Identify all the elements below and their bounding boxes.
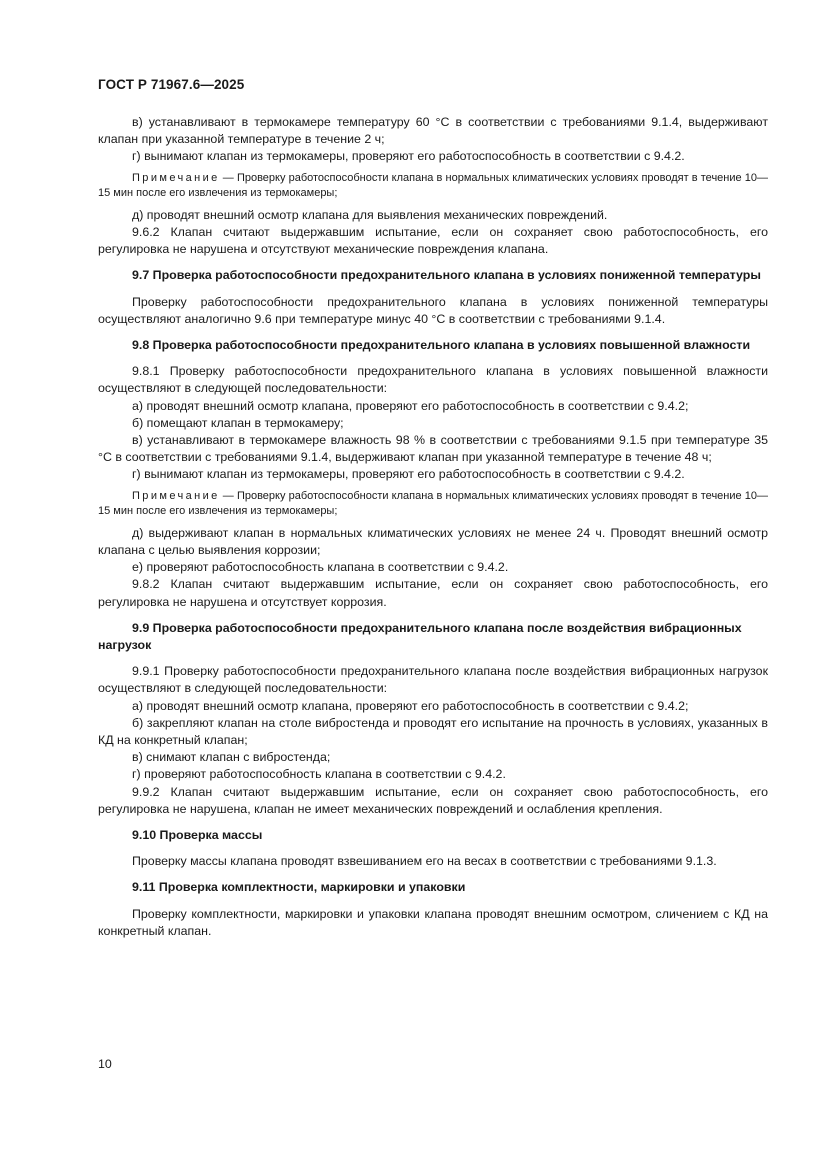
note-label: Примечание (132, 489, 220, 502)
paragraph: 9.8.1 Проверку работоспособности предохранительного клапана в условиях повышенной влажности осуществляют в следующей последовательности: (98, 364, 768, 396)
paragraph: а) проводят внешний осмотр клапана, проверяют его работоспособность в соответствии с 9.4.2; (132, 398, 689, 413)
paragraph: в) устанавливают в термокамере влажность 98 % в соответствии с требованиями 9.1.5 при температуре 35 °С в соответствии с требованиями 9.1.4, выдерживают клапан при указанной температуре в течение 48 ч; (98, 433, 768, 465)
note-text: — Проверку работоспособности клапана в нормальных климатических условиях проводят в течение 10—15 мин после его извлечения из термокамеры; (98, 489, 768, 518)
paragraph: 9.8.2 Клапан считают выдержавшим испытание, если он сохраняет свою работоспособность, его регулировка не нарушена и отсутствует коррозия. (98, 577, 768, 609)
paragraph: а) проводят внешний осмотр клапана, проверяют его работоспособность в соответствии с 9.4.2; (132, 698, 689, 713)
section-heading-9-9: 9.9 Проверка работоспособности предохранительного клапана после воздействия вибрационных нагрузок (98, 620, 742, 653)
document-header: ГОСТ Р 71967.6—2025 (98, 77, 245, 92)
note-text: — Проверку работоспособности клапана в нормальных климатических условиях проводят в течение 10—15 мин после его извлечения из термокамеры; (98, 171, 768, 200)
paragraph: е) проверяют работоспособность клапана в соответствии с 9.4.2. (132, 560, 509, 575)
paragraph: Проверку комплектности, маркировки и упаковки клапана проводят внешним осмотром, сличением с КД на конкретный клапан. (98, 906, 768, 938)
note (98, 171, 768, 202)
paragraph: б) закрепляют клапан на столе вибростенда и проводят его испытание на прочность в условиях, указанных в КД на конкретный клапан; (98, 715, 768, 748)
paragraph: 9.9.2 Клапан считают выдержавшим испытание, если он сохраняет свою работоспособность, его регулировка не нарушена, клапан не имеет механических повреждений и ослабления крепления. (98, 784, 768, 816)
section-heading-9-8: 9.8 Проверка работоспособности предохранительного клапана в условиях повышенной влажности (132, 338, 751, 353)
page-number: 10 (98, 1057, 112, 1071)
paragraph: Проверку работоспособности предохранительного клапана в условиях пониженной температуры осуществляют аналогично 9.6 при температуре минус 40 °С в соответствии с требованиями 9.1.4. (98, 294, 768, 326)
paragraph: в) устанавливают в термокамере температуру 60 °С в соответствии с требованиями 9.1.4, выдерживают клапан при указанной температуре в течение 2 ч; (98, 115, 768, 147)
paragraph: 9.9.1 Проверку работоспособности предохранительного клапана после воздействия вибрационных нагрузок осуществляют в следующей последовательности: (98, 664, 768, 696)
note (98, 489, 768, 520)
paragraph: д) выдерживают клапан в нормальных климатических условиях не менее 24 ч. Проводят внешний осмотр клапана с целью выявления коррозии; (98, 525, 768, 558)
paragraph: Проверку массы клапана проводят взвешиванием его на весах в соответствии с требованиями 9.1.3. (132, 854, 717, 869)
paragraph: б) помещают клапан в термокамеру; (132, 415, 344, 430)
page-content (98, 114, 768, 940)
section-heading-9-7: 9.7 Проверка работоспособности предохранительного клапана в условиях пониженной температуры (132, 268, 761, 283)
paragraph: в) снимают клапан с вибростенда; (132, 750, 331, 765)
paragraph: г) вынимают клапан из термокамеры, проверяют его работоспособность в соответствии с 9.4.2. (132, 467, 685, 482)
paragraph: 9.6.2 Клапан считают выдержавшим испытание, если он сохраняет свою работоспособность, его регулировка не нарушена и отсутствуют механические повреждения клапана. (98, 225, 768, 257)
paragraph: г) вынимают клапан из термокамеры, проверяют его работоспособность в соответствии с 9.4.2. (132, 149, 685, 164)
section-heading-9-10: 9.10 Проверка массы (132, 828, 263, 843)
paragraph: д) проводят внешний осмотр клапана для выявления механических повреждений. (132, 207, 608, 222)
note-label: Примечание (132, 171, 220, 184)
section-heading-9-11: 9.11 Проверка комплектности, маркировки и упаковки (132, 880, 466, 895)
paragraph: г) проверяют работоспособность клапана в соответствии с 9.4.2. (132, 767, 506, 782)
